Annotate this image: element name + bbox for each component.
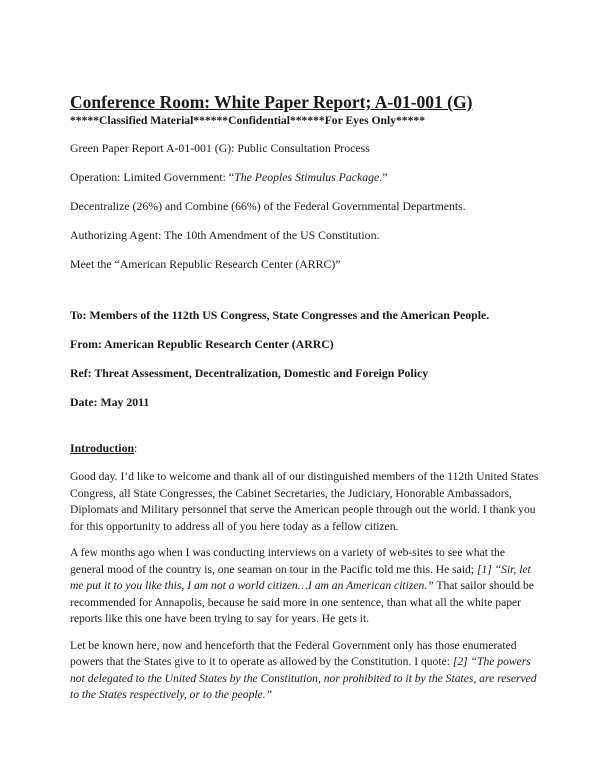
memo-ref: Ref: Threat Assessment, Decentralization, Domestic and Foreign Policy	[70, 366, 429, 380]
operation-line	[70, 169, 540, 185]
tenth-amendment-quote: [2] “The powers not delegated to the United States by the Constitution, nor prohibited to it by the States, are reserved to the States respectively, or to the people.”	[70, 655, 537, 701]
paragraph-enumerated-powers	[70, 638, 540, 704]
introduction-heading-text: Introduction	[70, 441, 135, 455]
paragraph-sailor-outro: That sailor should be recommended for Annapolis, because he said more in one sentence, than what all the white paper reports like this one have been trying to say for years. He gets it.	[70, 579, 534, 625]
green-paper-line: Green Paper Report A-01-001 (G): Public Consultation Process	[70, 141, 370, 155]
paragraph-sailor-intro: A few months ago when I was conducting interviews on a variety of web-sites to see what the general mood of the country is, one seaman on tour in the Pacific told me this. He said;	[70, 546, 505, 576]
classification-banner: *****Classified Material******Confidential******For Eyes Only*****	[70, 114, 425, 127]
paragraph-powers-intro: Let be known here, now and henceforth that the Federal Government only has those enumerated powers that the States give to it to operate as allowed by the Constitution. I quote:	[70, 638, 517, 668]
operation-prefix: Operation: Limited Government: “	[70, 170, 235, 184]
authorizing-agent-line: Authorizing Agent: The 10th Amendment of the US Constitution.	[70, 228, 380, 242]
paragraph-sailor	[70, 545, 540, 628]
introduction-heading	[70, 440, 540, 456]
memo-to: To: Members of the 112th US Congress, State Congresses and the American People.	[70, 308, 490, 322]
introduction-heading-colon: :	[134, 441, 138, 455]
operation-name: The Peoples Stimulus Package	[234, 170, 380, 184]
meet-arrc-line: Meet the “American Republic Research Center (ARRC)”	[70, 257, 341, 271]
paragraph-welcome: Good day. I’d like to welcome and thank all of our distinguished members of the 112th United States Congress, all State Congresses, the Cabinet Secretaries, the Judiciary, Honorable Ambassadors, Diplomats and Military personnel that serve the American people through out the world. I thank you for this opportunity to address all of you here today as a fellow citizen.	[70, 470, 539, 533]
document-page	[70, 92, 540, 704]
memo-from: From: American Republic Research Center (ARRC)	[70, 337, 334, 351]
memo-date: Date: May 2011	[70, 395, 150, 409]
operation-suffix: .”	[379, 170, 388, 184]
document-title: Conference Room: White Paper Report; A-01-001 (G)	[70, 92, 473, 112]
sailor-quote: [1] “Sir, let me put it to you like this, I am not a world citizen…I am an American citizen.”	[70, 562, 531, 592]
decentralize-line: Decentralize (26%) and Combine (66%) of the Federal Governmental Departments.	[70, 199, 466, 213]
